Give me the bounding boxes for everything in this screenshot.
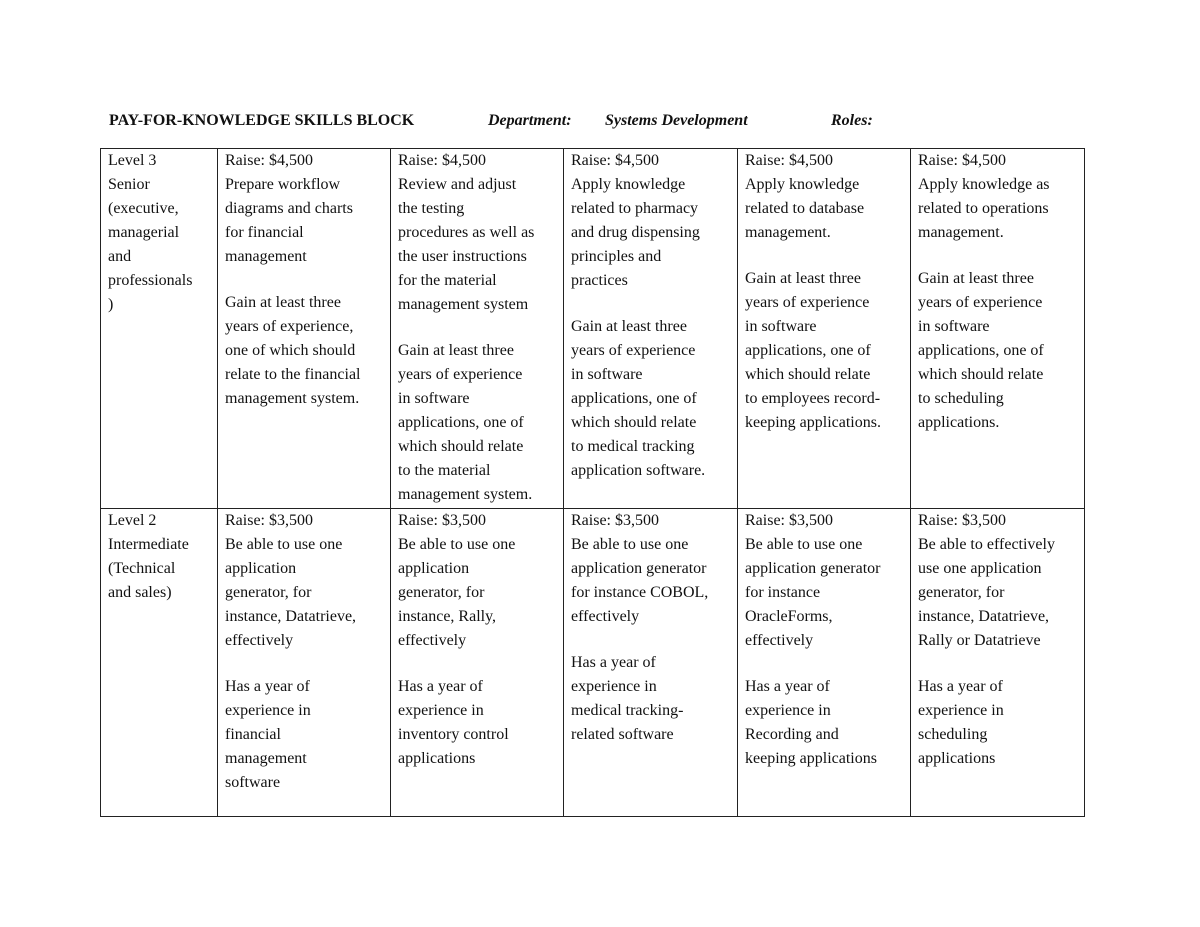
level-cell	[101, 149, 218, 509]
experience-requirement: Has a year of experience in scheduling applications	[918, 678, 1004, 767]
skill-cell	[738, 149, 911, 509]
experience-requirement: Gain at least three years of experience, one of which should relate to the financial management system.	[225, 294, 361, 407]
skill-description: Be able to use one application generator for instance OracleForms, effectively	[745, 536, 881, 649]
raise-amount: Raise: $4,500	[918, 152, 1006, 169]
raise-amount: Raise: $3,500	[571, 512, 659, 529]
raise-amount: Raise: $4,500	[571, 152, 659, 169]
level-label: Level 3 Senior (executive, managerial and professionals )	[108, 152, 193, 313]
skill-description: Apply knowledge as related to operations management.	[918, 176, 1050, 241]
raise-amount: Raise: $3,500	[398, 512, 486, 529]
document-title: PAY-FOR-KNOWLEDGE SKILLS BLOCK	[109, 112, 415, 129]
experience-requirement: Gain at least three years of experience in software applications, one of which should relate to medical tracking application software.	[571, 318, 706, 479]
skill-description: Be able to use one application generator, for instance, Rally, effectively	[398, 536, 516, 649]
raise-amount: Raise: $3,500	[918, 512, 1006, 529]
skill-cell	[911, 149, 1085, 509]
level-cell	[101, 509, 218, 817]
skill-description: Be able to use one application generator, for instance, Datatrieve, effectively	[225, 536, 357, 649]
department-value: Systems Development	[605, 112, 748, 129]
skill-description: Review and adjust the testing procedures as well as the user instructions for the material management system	[398, 176, 535, 313]
skill-description: Be able to effectively use one application generator, for instance, Datatrieve, Rally or Datatrieve	[918, 536, 1055, 649]
skill-description: Be able to use one application generator for instance COBOL, effectively	[571, 536, 709, 625]
skill-description: Apply knowledge related to pharmacy and drug dispensing principles and practices	[571, 176, 700, 289]
table-row-level-2	[101, 509, 1085, 817]
skill-cell	[911, 509, 1085, 817]
skill-description: Prepare workflow diagrams and charts for financial management	[225, 176, 353, 265]
raise-amount: Raise: $4,500	[225, 152, 313, 169]
experience-requirement: Has a year of experience in Recording and keeping applications	[745, 678, 877, 767]
raise-amount: Raise: $3,500	[745, 512, 833, 529]
skills-block-table	[100, 148, 1085, 817]
raise-amount: Raise: $4,500	[745, 152, 833, 169]
table-row-level-3	[101, 149, 1085, 509]
experience-requirement: Has a year of experience in financial management software	[225, 678, 311, 791]
skill-description: Apply knowledge related to database management.	[745, 176, 865, 241]
experience-requirement: Has a year of experience in inventory control applications	[398, 678, 509, 767]
experience-requirement: Gain at least three years of experience in software applications, one of which should relate to employees record- keeping applications.	[745, 270, 881, 431]
level-label: Level 2 Intermediate (Technical and sales)	[108, 512, 189, 601]
skill-cell	[391, 149, 564, 509]
skill-cell	[218, 149, 391, 509]
skill-cell	[218, 509, 391, 817]
skill-cell	[738, 509, 911, 817]
skill-cell	[391, 509, 564, 817]
department-label: Department:	[488, 112, 572, 129]
experience-requirement: Has a year of experience in medical tracking- related software	[571, 654, 684, 743]
experience-requirement: Gain at least three years of experience in software applications, one of which should relate to the material management system.	[398, 342, 533, 503]
skill-cell	[564, 149, 738, 509]
raise-amount: Raise: $4,500	[398, 152, 486, 169]
raise-amount: Raise: $3,500	[225, 512, 313, 529]
roles-label: Roles:	[831, 112, 873, 129]
skill-cell	[564, 509, 738, 817]
experience-requirement: Gain at least three years of experience in software applications, one of which should relate to scheduling applications.	[918, 270, 1044, 431]
